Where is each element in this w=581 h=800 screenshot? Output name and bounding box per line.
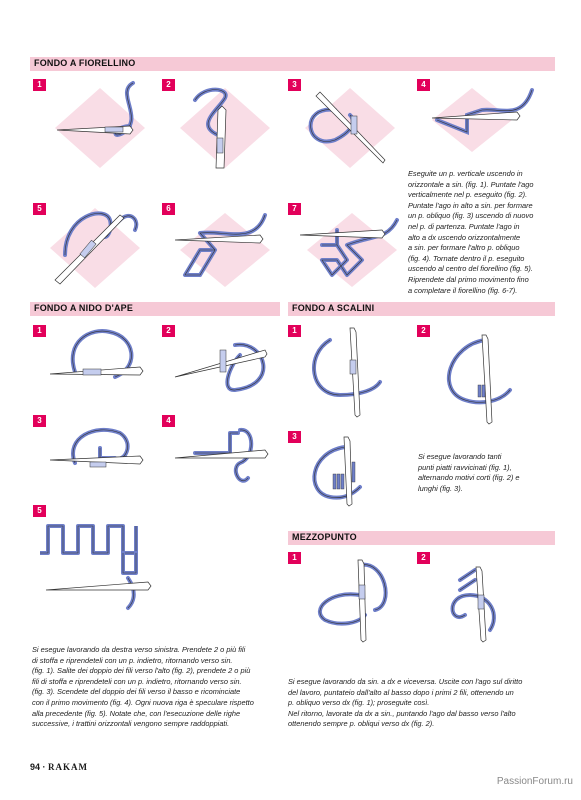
section-title: MEZZOPUNTO xyxy=(292,532,357,542)
text-line: Riprendete dal primo movimento fino xyxy=(408,274,529,284)
text-line: verticalmente nel p. eseguito (fig. 2). xyxy=(408,190,528,200)
section-title: FONDO A NIDO D'APE xyxy=(34,303,134,313)
text-line: con il primo movimento (fig. 4). Ogni nuova riga è speculare rispetto xyxy=(32,697,254,707)
text-line: (fig. 1). Salite dei doppio dei fili verso l'alto (fig. 2), prendete 2 o più xyxy=(32,666,251,676)
illustration-mezzopunto-2 xyxy=(430,555,540,645)
figure-badge: 1 xyxy=(288,325,301,337)
figure-badge: 1 xyxy=(33,79,46,91)
text-line: p. obliquo verso dx (fig. 1); proseguite così. xyxy=(288,698,430,708)
illustration-fiorellino-6 xyxy=(165,205,285,295)
figure-badge: 2 xyxy=(417,325,430,337)
text-line: un p. obliquo (fig. 3) uscendo di nuovo xyxy=(408,211,534,221)
figure-badge: 4 xyxy=(162,415,175,427)
text-line: alla precedente (fig. 5). Notate che, con l'esecuzione delle righe xyxy=(32,708,241,718)
illustration-scalini-1 xyxy=(300,320,415,420)
text-line: punti piatti ravvicinati (fig. 1), xyxy=(418,462,512,472)
text-line: Eseguite un p. verticale uscendo in xyxy=(408,169,523,178)
illustration-fiorellino-4 xyxy=(422,80,542,160)
figure-badge: 3 xyxy=(288,431,301,443)
text-line: Nel ritorno, lavorate da dx a sin., puntando l'ago dal basso verso l'alto xyxy=(288,708,516,718)
text-line: orizzontale a sin. (fig. 1). Puntate l'ago xyxy=(408,179,534,189)
text-line: del lavoro, puntateio dall'alto al basso dopo i primi 2 fili, ottenendo un xyxy=(288,687,514,697)
watermark: PassionForum.ru xyxy=(496,776,573,787)
illustration-fiorellino-7 xyxy=(292,205,412,295)
text-line: ottenendo sempre p. obliqui verso dx (fig. 2). xyxy=(288,719,435,729)
section-header-nido-ape xyxy=(30,302,280,316)
text-line: Si esegue lavorando tanti xyxy=(418,452,502,461)
illustration-scalini-2 xyxy=(430,330,540,430)
illustration-scalini-3 xyxy=(300,432,415,512)
figure-badge: 7 xyxy=(288,203,301,215)
figure-badge: 1 xyxy=(33,325,46,337)
text-nido-ape xyxy=(32,645,282,730)
illustration-fiorellino-3 xyxy=(295,80,410,180)
illustration-nido-ape-2 xyxy=(170,325,285,405)
text-line: Si esegue lavorando da sin. a dx e viceversa. Uscite con l'ago sul diritto xyxy=(288,677,523,686)
text-line: Puntate l'ago in alto a sin. per formare xyxy=(408,200,533,210)
figure-badge: 3 xyxy=(288,79,301,91)
text-line: alto a dx uscendo orizzontalmente xyxy=(408,232,521,242)
footer-separator: · xyxy=(42,762,46,772)
text-line: fili di stoffa e riprendeteli con un p. indietro, ritornando verso sin. xyxy=(32,676,242,686)
text-line: Si esegue lavorando da destra verso sinistra. Prendete 2 o più fili xyxy=(32,645,246,654)
figure-badge: 1 xyxy=(288,552,301,564)
section-header-mezzopunto xyxy=(288,531,555,545)
text-line: (fig. 3). Scendete del doppio dei fili verso il basso e ricominciate xyxy=(32,687,241,697)
illustration-nido-ape-4 xyxy=(170,418,285,498)
figure-badge: 2 xyxy=(162,325,175,337)
magazine-name: RAKAM xyxy=(48,762,89,772)
text-line: a sin. per formare l'altro p. obliquo xyxy=(408,243,520,253)
text-line: a completare il fiorellino (fig. 6-7). xyxy=(408,285,518,295)
figure-badge: 2 xyxy=(162,79,175,91)
text-line: uscendo al centro del fiorellino (fig. 5). xyxy=(408,264,533,274)
figure-badge: 2 xyxy=(417,552,430,564)
text-line: di stoffa e riprendeteli con un p. indietro, ritornando verso sin. xyxy=(32,655,233,665)
figure-badge: 3 xyxy=(33,415,46,427)
illustration-fiorellino-2 xyxy=(170,80,285,180)
section-header-fiorellino xyxy=(30,57,555,71)
illustration-fiorellino-5 xyxy=(40,200,160,295)
section-header-scalini xyxy=(288,302,555,316)
illustration-mezzopunto-1 xyxy=(300,555,415,645)
text-line: (fig. 4). Tornate dentro il p. eseguito xyxy=(408,253,525,263)
page-footer xyxy=(30,762,88,772)
text-scalini xyxy=(418,452,556,494)
figure-badge: 6 xyxy=(162,203,175,215)
figure-badge: 5 xyxy=(33,203,46,215)
text-line: alternando motivi corti (fig. 2) e xyxy=(418,473,520,483)
illustration-nido-ape-3 xyxy=(45,418,160,498)
text-fiorellino xyxy=(408,169,556,296)
figure-badge: 5 xyxy=(33,505,46,517)
section-title: FONDO A SCALINI xyxy=(292,303,375,313)
illustration-nido-ape-1 xyxy=(45,322,160,402)
text-line: nel p. di partenza. Puntate l'ago in xyxy=(408,221,520,231)
section-title: FONDO A FIORELLINO xyxy=(34,58,136,68)
page-number: 94 xyxy=(30,762,41,772)
illustration-nido-ape-5 xyxy=(38,518,168,618)
figure-badge: 4 xyxy=(417,79,430,91)
text-line: lunghi (fig. 3). xyxy=(418,483,463,493)
text-line: successive, i trattini orizzontali vengono sempre raddoppiati. xyxy=(32,719,230,729)
text-mezzopunto xyxy=(288,677,556,730)
illustration-fiorellino-1 xyxy=(45,78,160,178)
